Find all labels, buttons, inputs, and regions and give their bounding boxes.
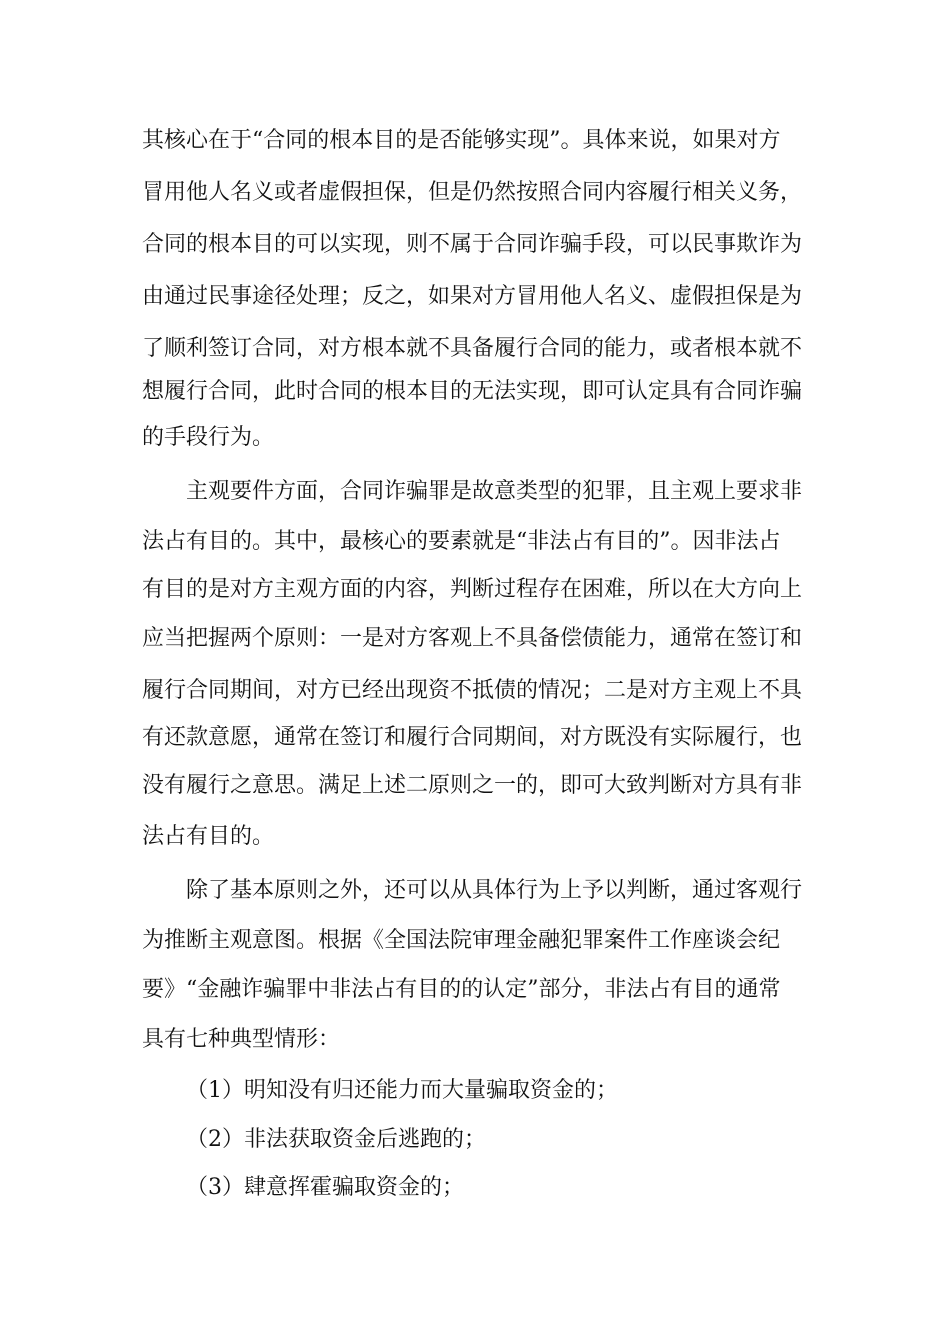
paragraph-1-line-7: 的手段行为。 (142, 425, 275, 450)
paragraph-1-line-6: 想履行合同，此时合同的根本目的无法实现，即可认定具有合同诈骗 (142, 379, 803, 404)
paragraph-2-line-2: 法占有目的。其中，最核心的要素就是“非法占有目的”。因非法占 (142, 529, 781, 554)
paragraph-1-line-2: 冒用他人名义或者虚假担保，但是仍然按照合同内容履行相关义务， (142, 180, 803, 205)
paragraph-2-line-8: 法占有目的。 (142, 824, 275, 849)
paragraph-2-line-5: 履行合同期间，对方已经出现资不抵债的情况；二是对方主观上不具 (142, 678, 803, 703)
paragraph-3-line-3: 要》“金融诈骗罪中非法占有目的的认定”部分，非法占有目的通常 (142, 977, 781, 1002)
paragraph-3-line-4: 具有七种典型情形： (142, 1027, 341, 1052)
list-item-1: （1）明知没有归还能力而大量骗取资金的； (186, 1078, 618, 1103)
paragraph-2-line-4: 应当把握两个原则：一是对方客观上不具备偿债能力，通常在签订和 (142, 626, 803, 651)
paragraph-2-line-1: 主观要件方面，合同诈骗罪是故意类型的犯罪，且主观上要求非 (186, 479, 803, 504)
list-item-3: （3）肆意挥霍骗取资金的； (186, 1175, 464, 1200)
paragraph-1-line-1: 其核心在于“合同的根本目的是否能够实现”。具体来说，如果对方 (142, 128, 781, 153)
paragraph-3-line-2: 为推断主观意图。根据《全国法院审理金融犯罪案件工作座谈会纪 (142, 928, 781, 953)
paragraph-2-line-3: 有目的是对方主观方面的内容，判断过程存在困难，所以在大方向上 (142, 577, 803, 602)
paragraph-1-line-4: 由通过民事途径处理；反之，如果对方冒用他人名义、虚假担保是为 (142, 284, 803, 309)
paragraph-1-line-5: 了顺利签订合同，对方根本就不具备履行合同的能力，或者根本就不 (142, 336, 803, 361)
list-item-2: （2）非法获取资金后逃跑的； (186, 1127, 486, 1152)
paragraph-3-line-1: 除了基本原则之外，还可以从具体行为上予以判断，通过客观行 (186, 878, 803, 903)
paragraph-2-line-7: 没有履行之意思。满足上述二原则之一的，即可大致判断对方具有非 (142, 773, 803, 798)
paragraph-1-line-3: 合同的根本目的可以实现，则不属于合同诈骗手段，可以民事欺诈为 (142, 232, 803, 257)
paragraph-2-line-6: 有还款意愿，通常在签订和履行合同期间，对方既没有实际履行，也 (142, 725, 803, 750)
